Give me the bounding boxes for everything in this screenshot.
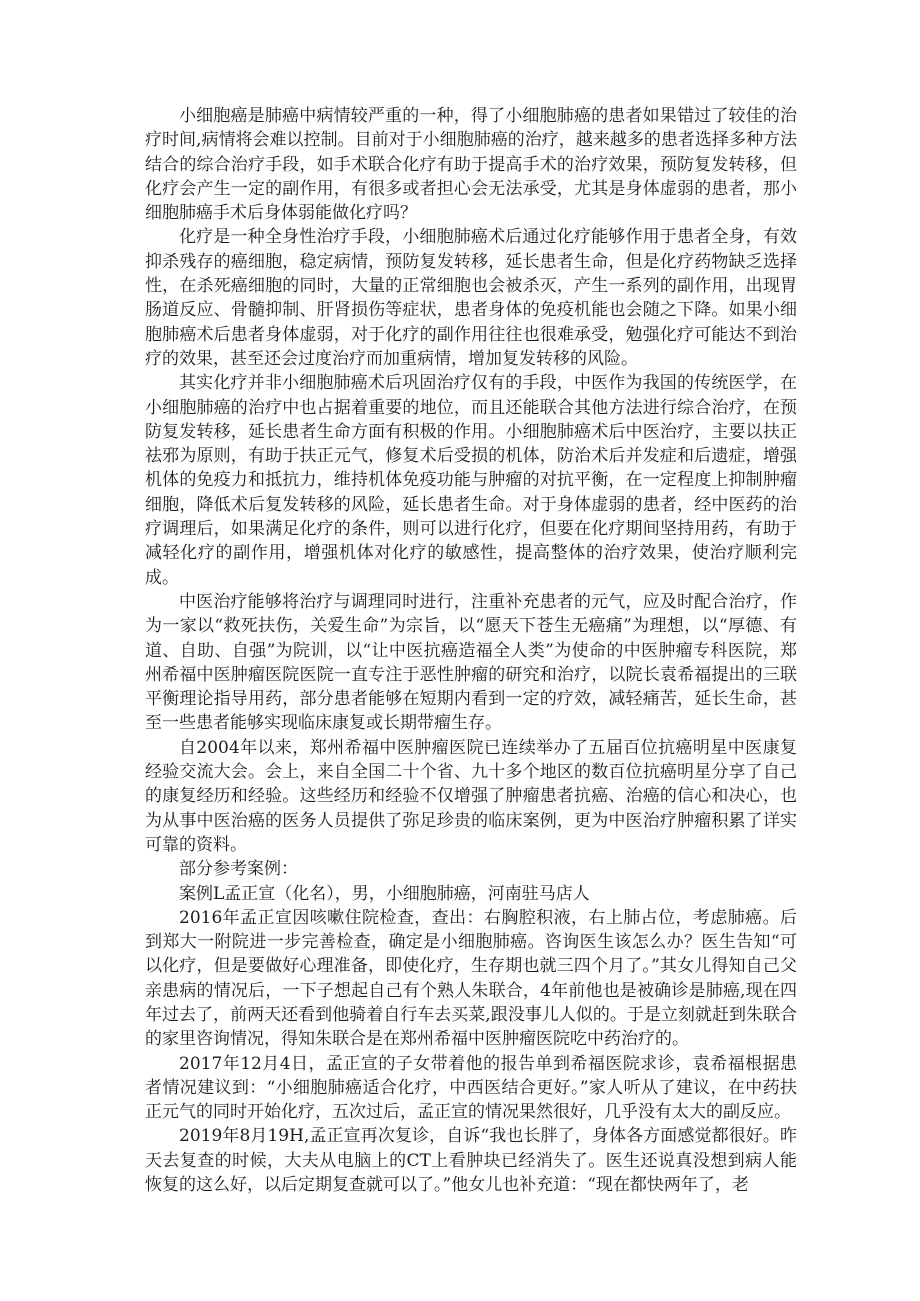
paragraph: 其实化疗并非小细胞肺癌术后巩固治疗仅有的手段，中医作为我国的传统医学，在小细胞肺癌的治疗中也占据着重要的地位，而且还能联合其他方法进行综合治疗，在预防复发转移，延长患者生命方面有积极的作用。小细胞肺癌术后中医治疗，主要以扶正祛邪为原则，有助于扶正元气，修复术后受损的机体，防治术后并发症和后遗症，增强机体的免疫力和抵抗力，维持机体免疫功能与肿瘤的对抗平衡，在一定程度上抑制肿瘤细胞，降低术后复发转移的风险，延长患者生命。对于身体虚弱的患者，经中医药的治疗调理后，如果满足化疗的条件，则可以进行化疗，但要在化疗期间坚持用药，有助于减轻化疗的副作用，增强机体对化疗的敏感性，提高整体的治疗效果，使治疗顺利完成。	[145, 373, 797, 588]
paragraph: 2017年12月4日，孟正宣的子女带着他的报告单到希福医院求诊，袁希福根据患者情况建议到：“小细胞肺癌适合化疗，中西医结合更好。”家人听从了建议，在中药扶正元气的同时开始化疗，五次过后，孟正宣的情况果然很好，几乎没有太大的副反应。	[145, 1053, 797, 1123]
paragraph: 2016年孟正宣因咳嗽住院检查，查出：右胸腔积液，右上肺占位，考虑肺癌。后到郑大一附院进一步完善检查，确定是小细胞肺癌。咨询医生该怎么办？医生告知“可以化疗，但是要做好心理准备，即使化疗，生存期也就三四个月了。”其女儿得知自己父亲患病的情况后，一下子想起自己有个熟人朱联合，4年前他也是被确诊是肺癌,现在四年过去了，前两天还看到他骑着自行车去买菜,跟没事儿人似的。于是立刻就赶到朱联合的家里咨询情况，得知朱联合是在郑州希福中医肿瘤医院吃中药治疗的。	[145, 907, 797, 1050]
paragraph: 化疗是一种全身性治疗手段，小细胞肺癌术后通过化疗能够作用于患者全身，有效抑杀残存的癌细胞，稳定病情，预防复发转移，延长患者生命，但是化疗药物缺乏选择性，在杀死癌细胞的同时，大量的正常细胞也会被杀灭，产生一系列的副作用，出现胃肠道反应、骨髓抑制、肝肾损伤等症状，患者身体的免疫机能也会随之下降。如果小细胞肺癌术后患者身体虚弱，对于化疗的副作用往往也很难承受，勉强化疗可能达不到治疗的效果，甚至还会过度治疗而加重病情，增加复发转移的风险。	[145, 227, 797, 369]
paragraph: 小细胞癌是肺癌中病情较严重的一种，得了小细胞肺癌的患者如果错过了较佳的治疗时间,病情将会难以控制。目前对于小细胞肺癌的治疗，越来越多的患者选择多种方法结合的综合治疗手段，如手术联合化疗有助于提高手术的治疗效果，预防复发转移，但化疗会产生一定的副作用，有很多或者担心会无法承受，尤其是身体虚弱的患者，那小细胞肺癌手术后身体弱能做化疗吗？	[145, 106, 797, 224]
paragraph: 2019年8月19H,孟正宣再次复诊，自诉“我也长胖了，身体各方面感觉都很好。昨天去复查的时候，大夫从电脑上的CT上看肿块已经消失了。医生还说真没想到病人能恢复的这么好，以后定期复查就可以了。”他女儿也补充道：“现在都快两年了，老	[145, 1126, 797, 1196]
paragraph: 案例L孟正宣（化名），男，小细胞肺癌，河南驻马店人	[179, 883, 590, 904]
paragraph: 自2004年以来，郑州希福中医肿瘤医院已连续举办了五届百位抗癌明星中医康复经验交流大会。会上，来自全国二十个省、九十多个地区的数百位抗癌明星分享了自己的康复经历和经验。这些经历和经验不仅增强了肿瘤患者抗癌、治癌的信心和决心，也为从事中医治癌的医务人员提供了弥足珍贵的临床案例，更为中医治疗肿瘤积累了详实可靠的资料。	[145, 737, 797, 855]
document-body	[145, 104, 797, 1197]
paragraph: 部分参考案例：	[179, 859, 298, 880]
paragraph: 中医治疗能够将治疗与调理同时进行，注重补充患者的元气，应及时配合治疗，作为一家以“救死扶伤，关爱生命”为宗旨，以“愿天下苍生无癌痛”为理想，以“厚德、有道、自助、自强”为院训，以“让中医抗癌造福全人类”为使命的中医肿瘤专科医院，郑州希福中医肿瘤医院医院一直专注于恶性肿瘤的研究和治疗，以院长袁希福提出的三联平衡理论指导用药，部分患者能够在短期内看到一定的疗效，减轻痛苦，延长生命，甚至一些患者能够实现临床康复或长期带瘤生存。	[145, 591, 797, 734]
